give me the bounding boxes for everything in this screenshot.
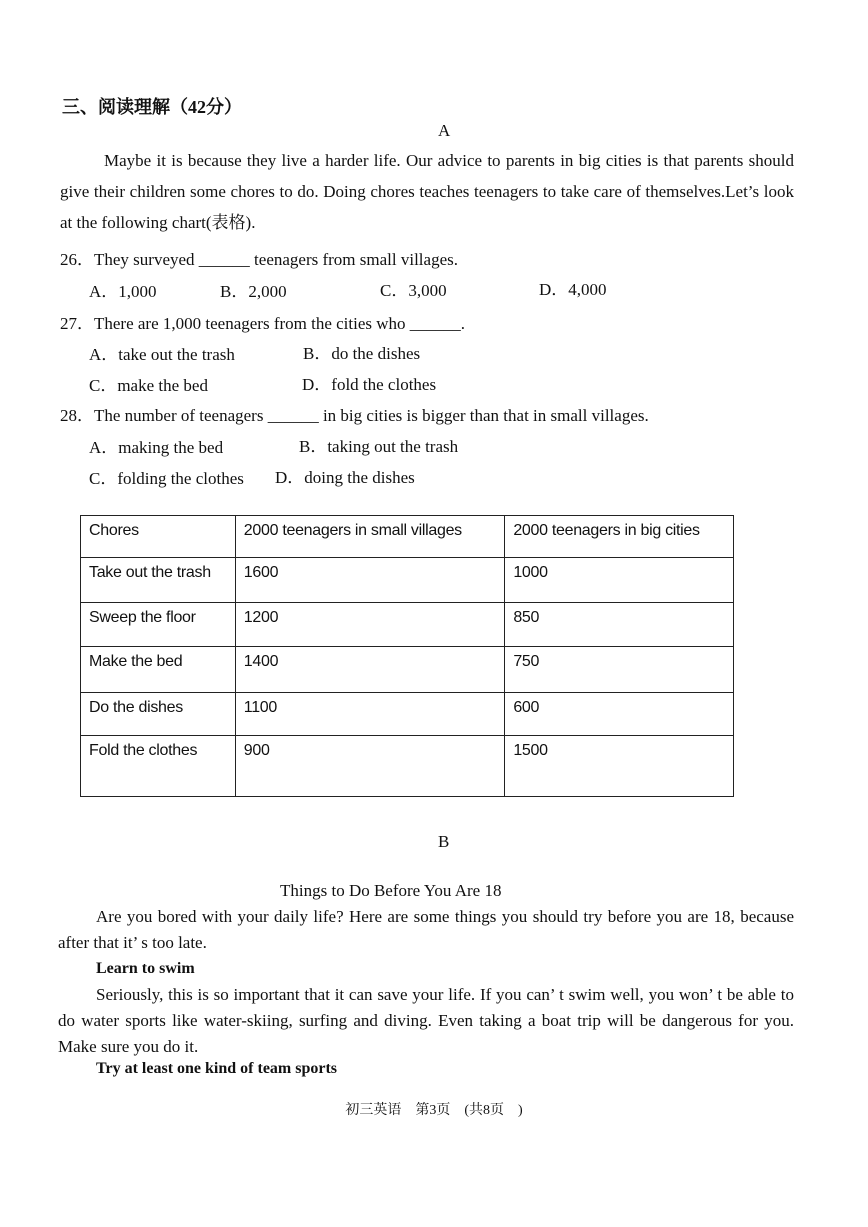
question-26: 26．They surveyed ______ teenagers from small villages.	[60, 250, 458, 269]
question-28: 28．The number of teenagers ______ in big cities is bigger than that in small villages.	[60, 406, 649, 425]
table-cell: 600	[505, 693, 734, 736]
part-b-paragraph-swim: Seriously, this is so important that it can save your life. If you can’ t swim well, you won’ t be able to do water sports like water-skiing, surfing and diving. Even taking a boat trip will be dangerous for you. Make sure you do it.	[58, 985, 794, 1056]
table-cell: 900	[235, 736, 505, 797]
page-footer: 初三英语 第3页 (共8页 )	[345, 1103, 523, 1118]
table-cell: Sweep the floor	[81, 603, 236, 647]
table-cell: 1500	[505, 736, 734, 797]
q26-option-b: B．2,000	[220, 282, 287, 301]
table-header-cell: Chores	[81, 516, 236, 558]
table-cell: Take out the trash	[81, 558, 236, 603]
q26-option-d: D．4,000	[539, 280, 607, 299]
table-row	[81, 693, 734, 736]
table-row	[81, 647, 734, 693]
table-cell: 1400	[235, 647, 505, 693]
table-row	[81, 558, 734, 603]
subheading-team-sports: Try at least one kind of team sports	[96, 1060, 338, 1077]
chores-table	[80, 515, 734, 797]
table-cell: 850	[505, 603, 734, 647]
q28-option-d: D．doing the dishes	[275, 468, 415, 487]
part-b-intro: Are you bored with your daily life? Here are some things you should try before you are 18, because after that it’ s too late.	[58, 907, 794, 952]
q27-option-a: A．take out the trash	[89, 345, 235, 364]
table-cell: Fold the clothes	[81, 736, 236, 797]
subheading-learn-to-swim: Learn to swim	[96, 960, 195, 977]
table-row	[81, 603, 734, 647]
part-b-title: Things to Do Before You Are 18	[280, 881, 502, 900]
table-cell: 1000	[505, 558, 734, 603]
table-cell: 1200	[235, 603, 505, 647]
table-header-cell: 2000 teenagers in big cities	[505, 516, 734, 558]
q28-option-b: B．taking out the trash	[299, 437, 459, 456]
q28-option-c: C．folding the clothes	[89, 469, 244, 488]
table-row	[81, 736, 734, 797]
part-b-label: B	[438, 832, 450, 851]
part-a-intro: Maybe it is because they live a harder life. Our advice to parents in big cities is that parents should give their children some chores to do. Doing chores teaches teenagers to take care of themselves.Let’s look at the following chart(表格).	[60, 151, 794, 232]
table-cell: 1100	[235, 693, 505, 736]
table-cell: 1600	[235, 558, 505, 603]
table-header-row	[81, 516, 734, 558]
part-a-label: A	[438, 121, 451, 140]
q26-option-c: C．3,000	[380, 281, 447, 300]
q27-option-d: D．fold the clothes	[302, 375, 437, 394]
table-header-cell: 2000 teenagers in small villages	[235, 516, 505, 558]
q28-option-a: A．making the bed	[89, 438, 224, 457]
section-heading: 三、阅读理解（42分）	[62, 97, 242, 117]
table-cell: Do the dishes	[81, 693, 236, 736]
table-cell: Make the bed	[81, 647, 236, 693]
q26-option-a: A．1,000	[89, 282, 157, 301]
table-cell: 750	[505, 647, 734, 693]
question-27: 27．There are 1,000 teenagers from the cities who ______.	[60, 314, 466, 333]
q27-option-c: C．make the bed	[89, 376, 208, 395]
q27-option-b: B．do the dishes	[303, 344, 421, 363]
